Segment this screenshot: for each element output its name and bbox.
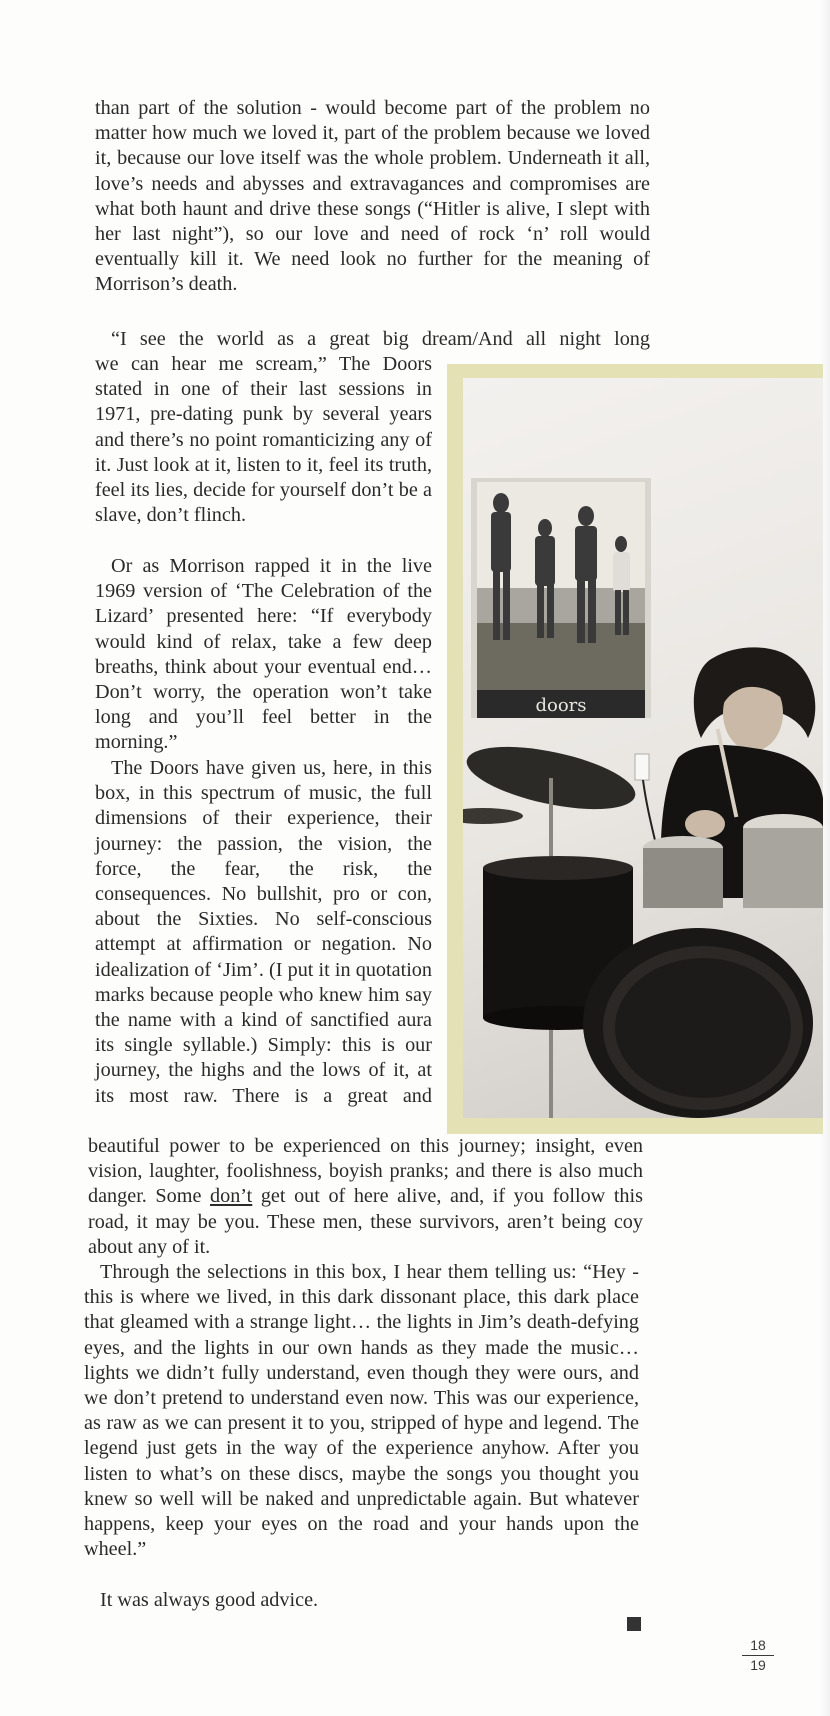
paragraph-6: It was always good advice. [100,1589,319,1611]
paragraph-4-underlined-word: don’t [210,1185,253,1208]
paragraph-4-text-b: get out of here alive, and, if you follow this road, it may be you. These men, these survivors, aren’t being coy about any of it. [88,1185,643,1258]
paragraph-5: Through the selections in this box, I hear them telling us: “Hey - this is where we lived, in this dark dissonant place, this dark place that gleamed with a strange light… the lights in Jim’s death-defying eyes, and the lights in our own hands as they made the music… lights we didn’t fully understand, even though they were ours, and we don’t pretend to understand even now. This was our experience, as raw as we can present it to you, stripped of hype and legend. The legend just gets in the way of the experience anyhow. After you listen to what’s on these discs, maybe the songs you thought you knew so well will be naked and unpredictable again. But whatever happens, keep your eyes on the road and your hands upon the wheel.” [84,1261,639,1561]
paragraph-4-text-a: beautiful power to be experienced on this journey; insight, even vision, laughter, foolishness, boyish pranks; and there is also much danger. Some [88,1135,643,1208]
band-poster [471,478,651,718]
paragraph-4-column: The Doors have given us, here, in this box, in this spectrum of music, the full dimensions of their experience, their journey: the passion, the vision, the force, the fear, the risk, the consequences. No bullshit, pro or con, about the Sixties. No self-conscious attempt at affirmation or negation. No idealization of ‘Jim’. (I put it in quotation marks because people who knew him say the name with a kind of sanctified aura its single syllable.) Simply: this is our journey, the highs and the lows of it, at its most raw. There is a great and [95,757,432,1107]
paragraph-2-column: we can hear me scream,” The Doors stated in one of their last sessions in 1971, pre-dating punk by several years and there’s no point romanticizing any of it. Just look at it, listen to it, feel its truth, feel its lies, decide for yourself don’t be a slave, don’t flinch. [95,353,432,527]
page-number [742,1637,774,1674]
poster-logo: doors [535,695,587,716]
paragraph-1: than part of the solution - would become part of the problem no matter how much we loved it, part of the problem because we loved it, because our love itself was the whole problem. Underneath it all, love’s needs and abysses and extravagances and compromises are what both haunt and drive these songs (“Hitler is alive, I slept with her last night”), so our love and need of rock ‘n’ roll would eventually kill it. We need look no further for the meaning of Morrison’s death. [95,97,650,296]
page-number-right: 19 [750,1657,766,1673]
wall-outlet [635,754,649,780]
drummer-photo [463,378,823,1118]
drum-kit [483,814,823,1118]
end-mark [627,1617,641,1631]
paragraph-3: Or as Morrison rapped it in the live 1969 version of ‘The Celebration of the Lizard’ presented here: “If everybody would kind of relax, take a few deep breaths, think about your eventual end… Don’t worry, the operation won’t take long and you’ll feel better in the morning.” [95,555,432,754]
photo-frame [447,364,823,1134]
paragraph-2-opening-line: “I see the world as a great big dream/And all night long [111,328,650,350]
paragraph-4-continuation [88,1134,643,1260]
page-number-left: 18 [742,1637,774,1656]
drummer-photo-illustration [463,378,823,1118]
